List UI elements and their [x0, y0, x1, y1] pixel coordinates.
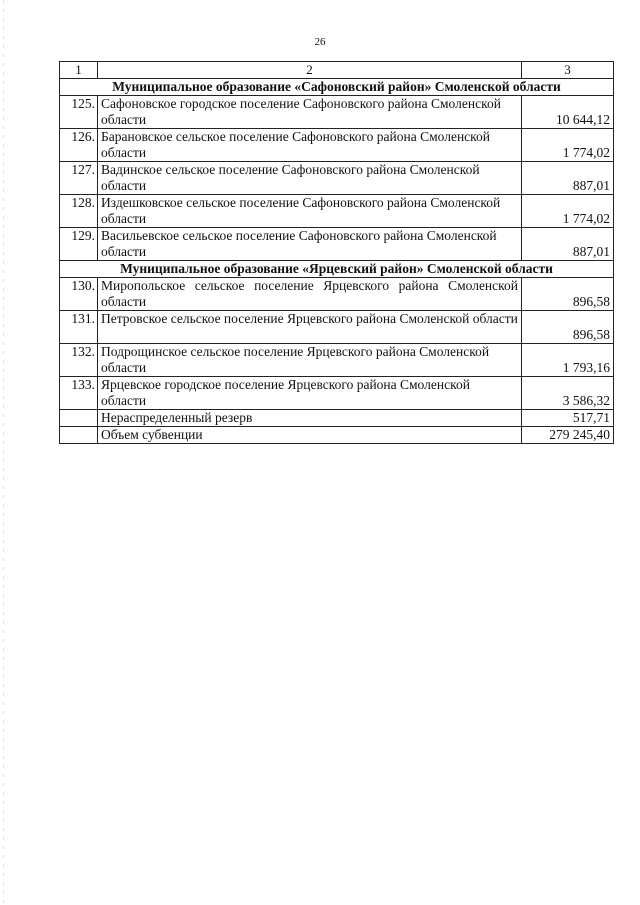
row-number: 126. [60, 129, 98, 162]
row-name: Барановское сельское поселение Сафоновского района Смоленской области [98, 129, 522, 162]
total-value: 279 245,40 [522, 427, 614, 444]
total-number-cell [60, 427, 98, 444]
row-name: Ярцевское городское поселение Ярцевского района Смоленской области [98, 377, 522, 410]
section-header-yartsevo [60, 261, 614, 278]
header-col-2: 2 [98, 62, 522, 79]
row-number: 128. [60, 195, 98, 228]
row-number: 132. [60, 344, 98, 377]
section-header-safonovo [60, 79, 614, 96]
row-name: Миропольское сельское поселение Ярцевского района Смоленской области [98, 278, 522, 311]
table-row [60, 96, 614, 129]
row-value: 896,58 [522, 311, 614, 344]
row-number: 133. [60, 377, 98, 410]
row-value: 10 644,12 [522, 96, 614, 129]
row-value: 896,58 [522, 278, 614, 311]
row-value: 3 586,32 [522, 377, 614, 410]
total-row [60, 427, 614, 444]
table-row [60, 195, 614, 228]
row-value: 887,01 [522, 228, 614, 261]
row-name: Сафоновское городское поселение Сафоновского района Смоленской области [98, 96, 522, 129]
table-row [60, 377, 614, 410]
reserve-label: Нераспределенный резерв [98, 410, 522, 427]
row-value: 1 793,16 [522, 344, 614, 377]
header-col-1: 1 [60, 62, 98, 79]
table-row [60, 228, 614, 261]
row-number: 127. [60, 162, 98, 195]
table-row [60, 311, 614, 344]
row-number: 129. [60, 228, 98, 261]
section-title: Муниципальное образование «Ярцевский район» Смоленской области [60, 261, 614, 278]
scan-edge-artifact [3, 0, 4, 905]
table-row [60, 129, 614, 162]
reserve-number-cell [60, 410, 98, 427]
row-number: 125. [60, 96, 98, 129]
section-title: Муниципальное образование «Сафоновский район» Смоленской области [60, 79, 614, 96]
total-label: Объем субвенции [98, 427, 522, 444]
table-header-row [60, 62, 614, 79]
row-number: 130. [60, 278, 98, 311]
table-row [60, 278, 614, 311]
reserve-row [60, 410, 614, 427]
subvention-table [59, 61, 614, 444]
reserve-value: 517,71 [522, 410, 614, 427]
row-name: Вадинское сельское поселение Сафоновского района Смоленской области [98, 162, 522, 195]
page-number: 26 [314, 36, 326, 48]
row-name: Издешковское сельское поселение Сафоновского района Смоленской области [98, 195, 522, 228]
row-name: Подрощинское сельское поселение Ярцевского района Смоленской области [98, 344, 522, 377]
table-row [60, 162, 614, 195]
row-name: Васильевское сельское поселение Сафоновского района Смоленской области [98, 228, 522, 261]
row-value: 1 774,02 [522, 129, 614, 162]
row-value: 887,01 [522, 162, 614, 195]
row-name: Петровское сельское поселение Ярцевского района Смоленской области [98, 311, 522, 344]
row-value: 1 774,02 [522, 195, 614, 228]
header-col-3: 3 [522, 62, 614, 79]
row-number: 131. [60, 311, 98, 344]
table-row [60, 344, 614, 377]
